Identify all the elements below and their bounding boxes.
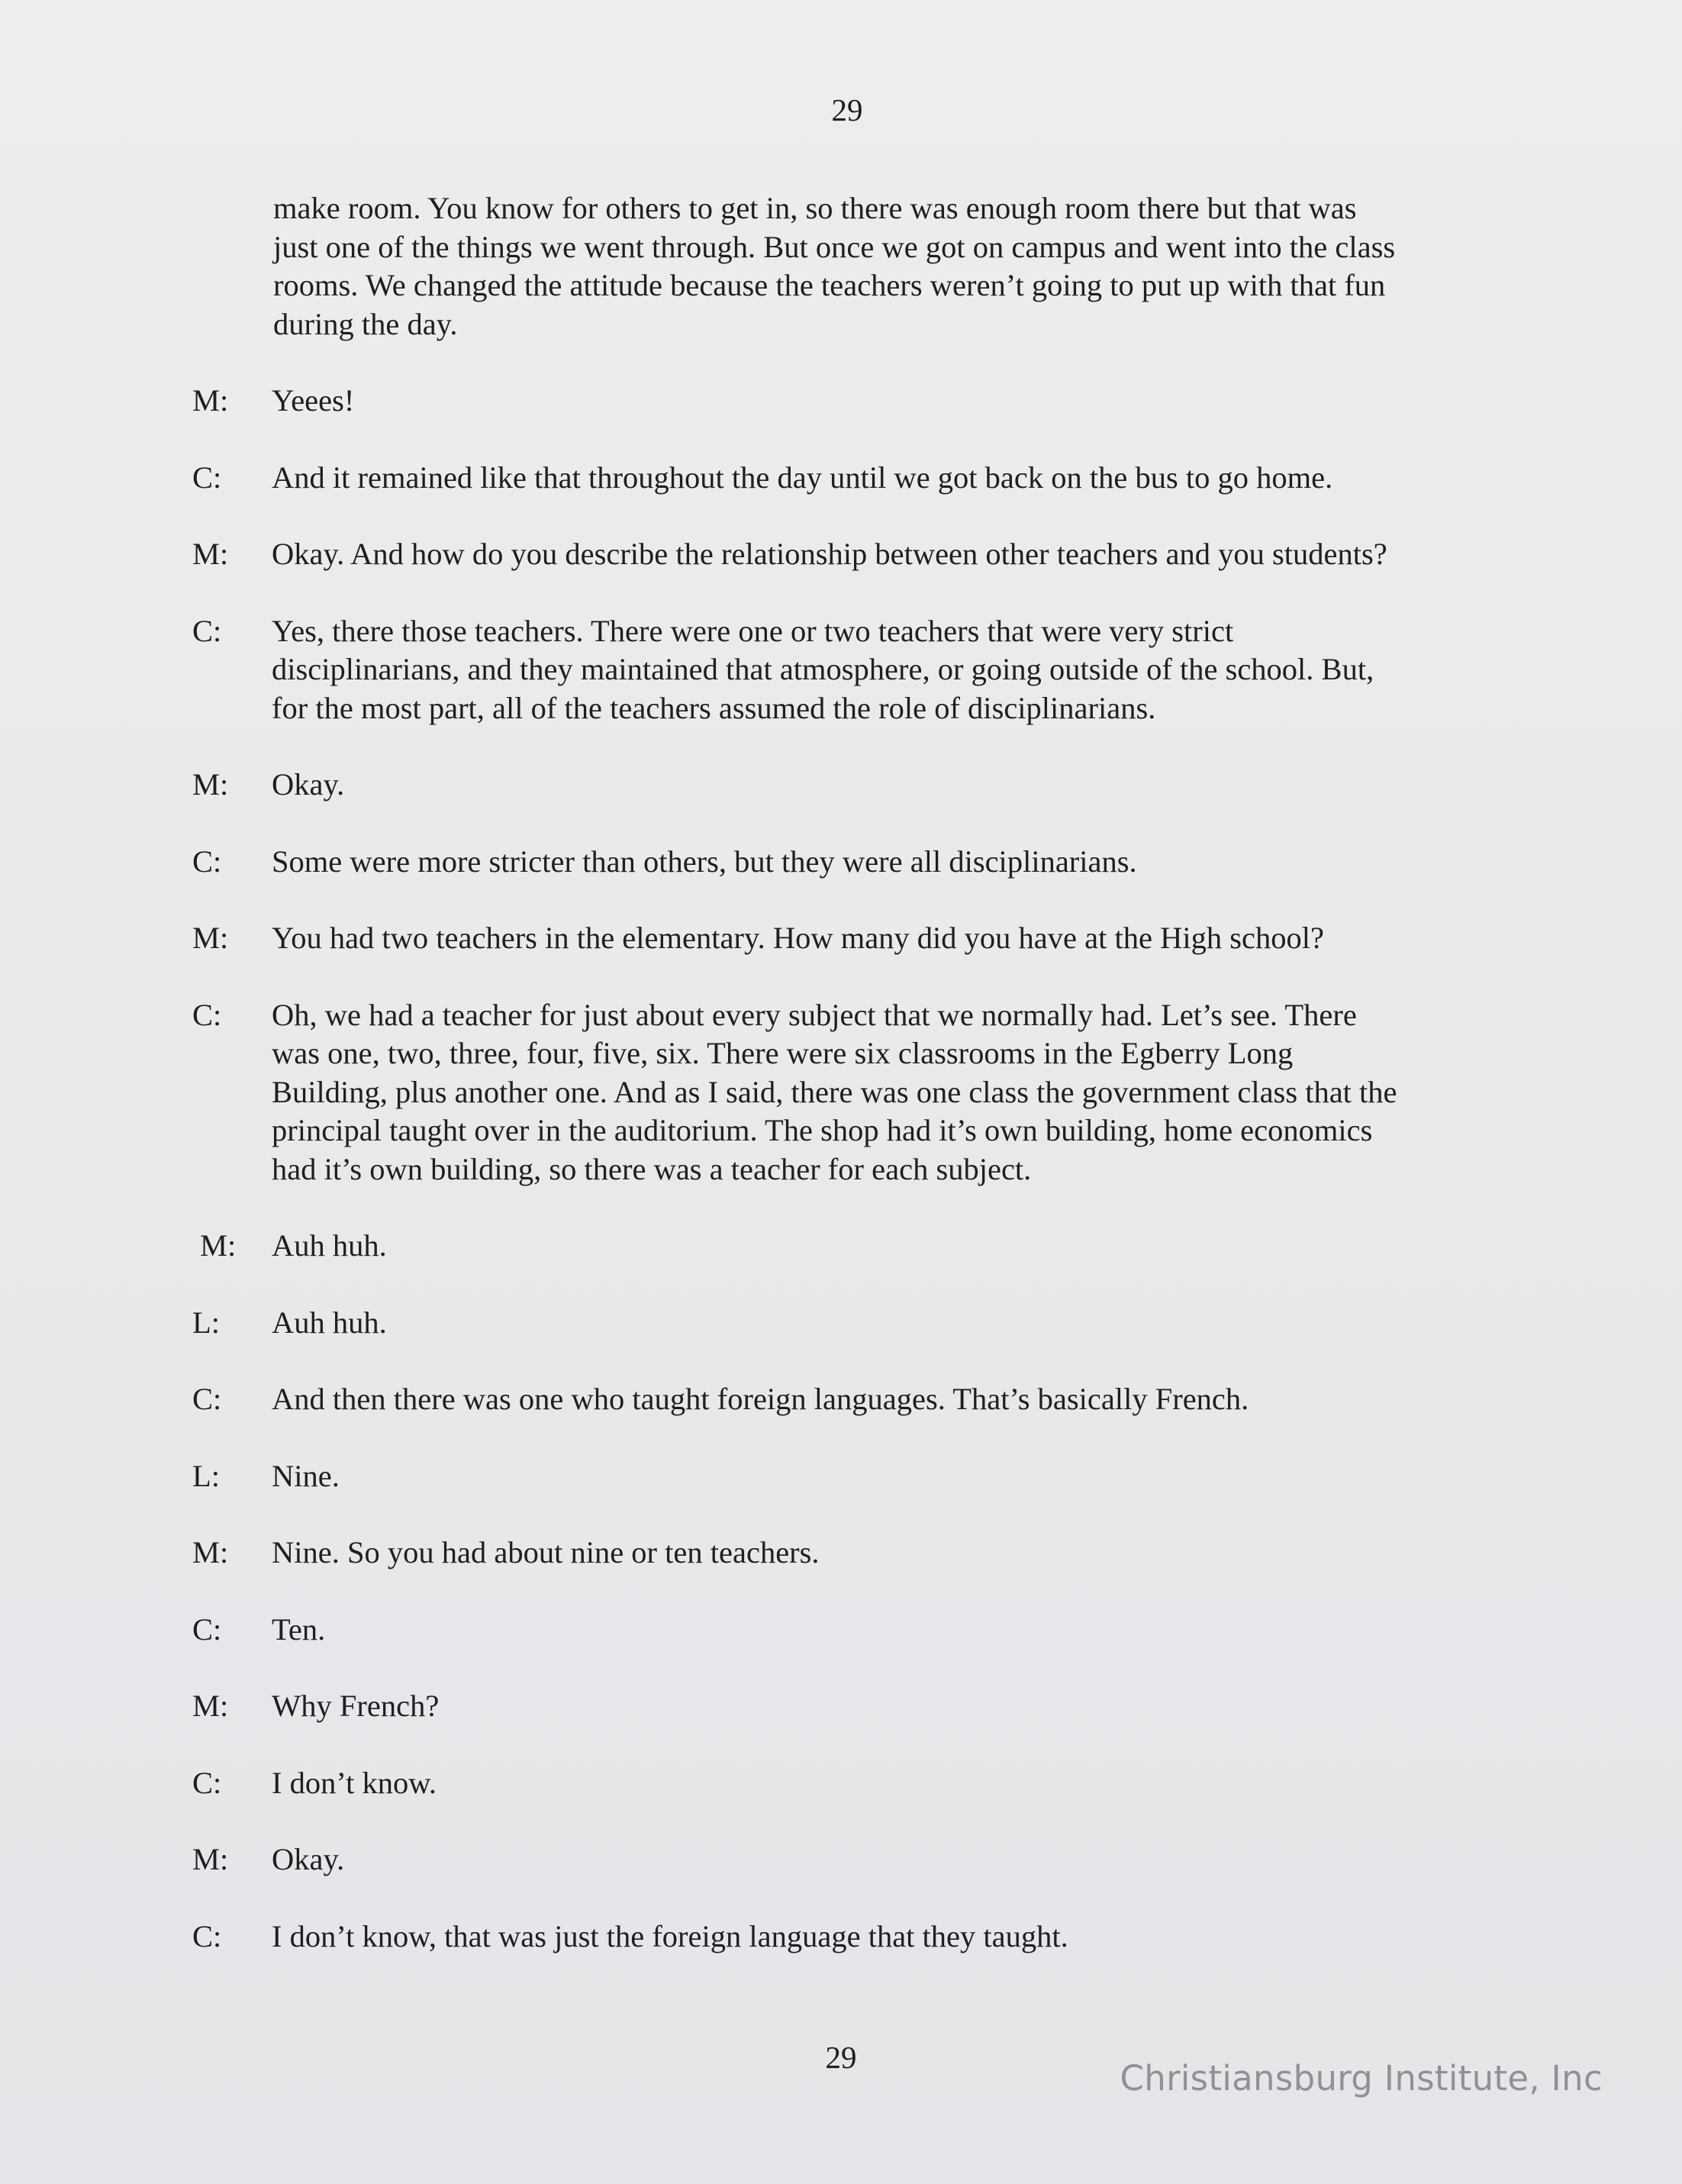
transcript-entry <box>192 459 1505 498</box>
transcript-entry <box>192 1304 1505 1343</box>
speech-text: Some were more stricter than others, but they were all disciplinarians. <box>272 844 1137 879</box>
speaker-label: C: <box>192 997 222 1032</box>
speaker-label: M: <box>192 1535 229 1569</box>
speaker-label: M: <box>192 1689 229 1723</box>
speech-text: I don’t know, that was just the foreign language that they taught. <box>272 1918 1068 1953</box>
speech-text: Okay. And how do you describe the relationship between other teachers and you students? <box>272 537 1387 571</box>
speech-text: Auh huh. <box>272 1305 387 1340</box>
speaker-label: C: <box>192 1611 222 1647</box>
speech-text: Auh huh. <box>272 1228 387 1263</box>
speech-text: Why French? <box>272 1689 440 1723</box>
speech-text: Oh, we had a teacher for just about every subject that we normally had. Let’s see. There was one, two, three, four, five, six. There were six classrooms in the Egberry Long Building, plus another one. And as I said, there was one class the government class that the principal taught over in the auditorium. The shop had it’s own building, home economics had it’s own building, so there was a teacher for each subject. <box>272 997 1397 1186</box>
transcript-entry <box>192 535 1505 574</box>
speech-text: I don’t know. <box>272 1765 437 1800</box>
transcript-entry <box>192 1687 1505 1726</box>
transcript-entry <box>192 382 1505 421</box>
speech-text: Nine. So you had about nine or ten teachers. <box>272 1535 820 1569</box>
transcript-entry <box>192 1380 1505 1419</box>
transcript-entry <box>192 612 1505 728</box>
speaker-label: M: <box>192 537 229 571</box>
speaker-label: L: <box>192 1458 220 1493</box>
speaker-label: M: <box>192 1842 229 1876</box>
transcript-entry <box>192 189 1505 344</box>
transcript-entry <box>192 766 1505 805</box>
speech-text: make room. You know for others to get in, so there was enough room there but that was just one of the things we went through. But once we got on campus and went into the class rooms. We changed the attitude because the teachers weren’t going to put up with that fun during the day. <box>273 191 1396 341</box>
transcript-entry <box>192 996 1505 1189</box>
speaker-label: C: <box>192 1382 222 1416</box>
page-number-top: 29 <box>831 92 863 127</box>
speaker-label: M: <box>192 383 229 418</box>
transcript-entry <box>192 1611 1505 1650</box>
speaker-label: C: <box>192 1918 222 1953</box>
transcript-entry <box>192 1227 1505 1266</box>
speech-text: Okay. <box>272 1842 345 1876</box>
speaker-label: M: <box>192 767 229 802</box>
speech-text: And then there was one who taught foreign languages. That’s basically French. <box>272 1382 1249 1416</box>
speech-text: Ten. <box>272 1611 326 1647</box>
page-number-bottom: 29 <box>825 2040 857 2075</box>
transcript-entry <box>192 1764 1505 1803</box>
speech-text: You had two teachers in the elementary. How many did you have at the High school? <box>272 921 1324 955</box>
speaker-label: M: <box>192 921 229 955</box>
speech-text: And it remained like that throughout the day until we got back on the bus to go home. <box>272 460 1333 495</box>
speaker-label: L: <box>192 1305 220 1340</box>
transcript <box>192 189 1505 1956</box>
speech-text: Yeees! <box>272 383 355 418</box>
transcript-entry <box>192 1918 1505 1957</box>
transcript-entry <box>192 1840 1505 1879</box>
speech-text: Okay. <box>272 767 345 802</box>
watermark: Christiansburg Institute, Inc <box>1120 2058 1603 2099</box>
speech-text: Yes, there those teachers. There were one or two teachers that were very strict disciplinarians, and they maintained that atmosphere, or going outside of the school. But, for the most part, all of the teachers assumed the role of disciplinarians. <box>272 613 1374 725</box>
speaker-label: M: <box>200 1228 237 1263</box>
speaker-label: C: <box>192 613 222 648</box>
transcript-entry <box>192 1457 1505 1496</box>
speaker-label: C: <box>192 844 222 879</box>
transcript-entry <box>192 843 1505 882</box>
speech-text: Nine. <box>272 1458 340 1493</box>
speaker-label: C: <box>192 460 222 495</box>
transcript-entry <box>192 1534 1505 1573</box>
speaker-label: C: <box>192 1765 222 1800</box>
transcript-entry <box>192 919 1505 958</box>
